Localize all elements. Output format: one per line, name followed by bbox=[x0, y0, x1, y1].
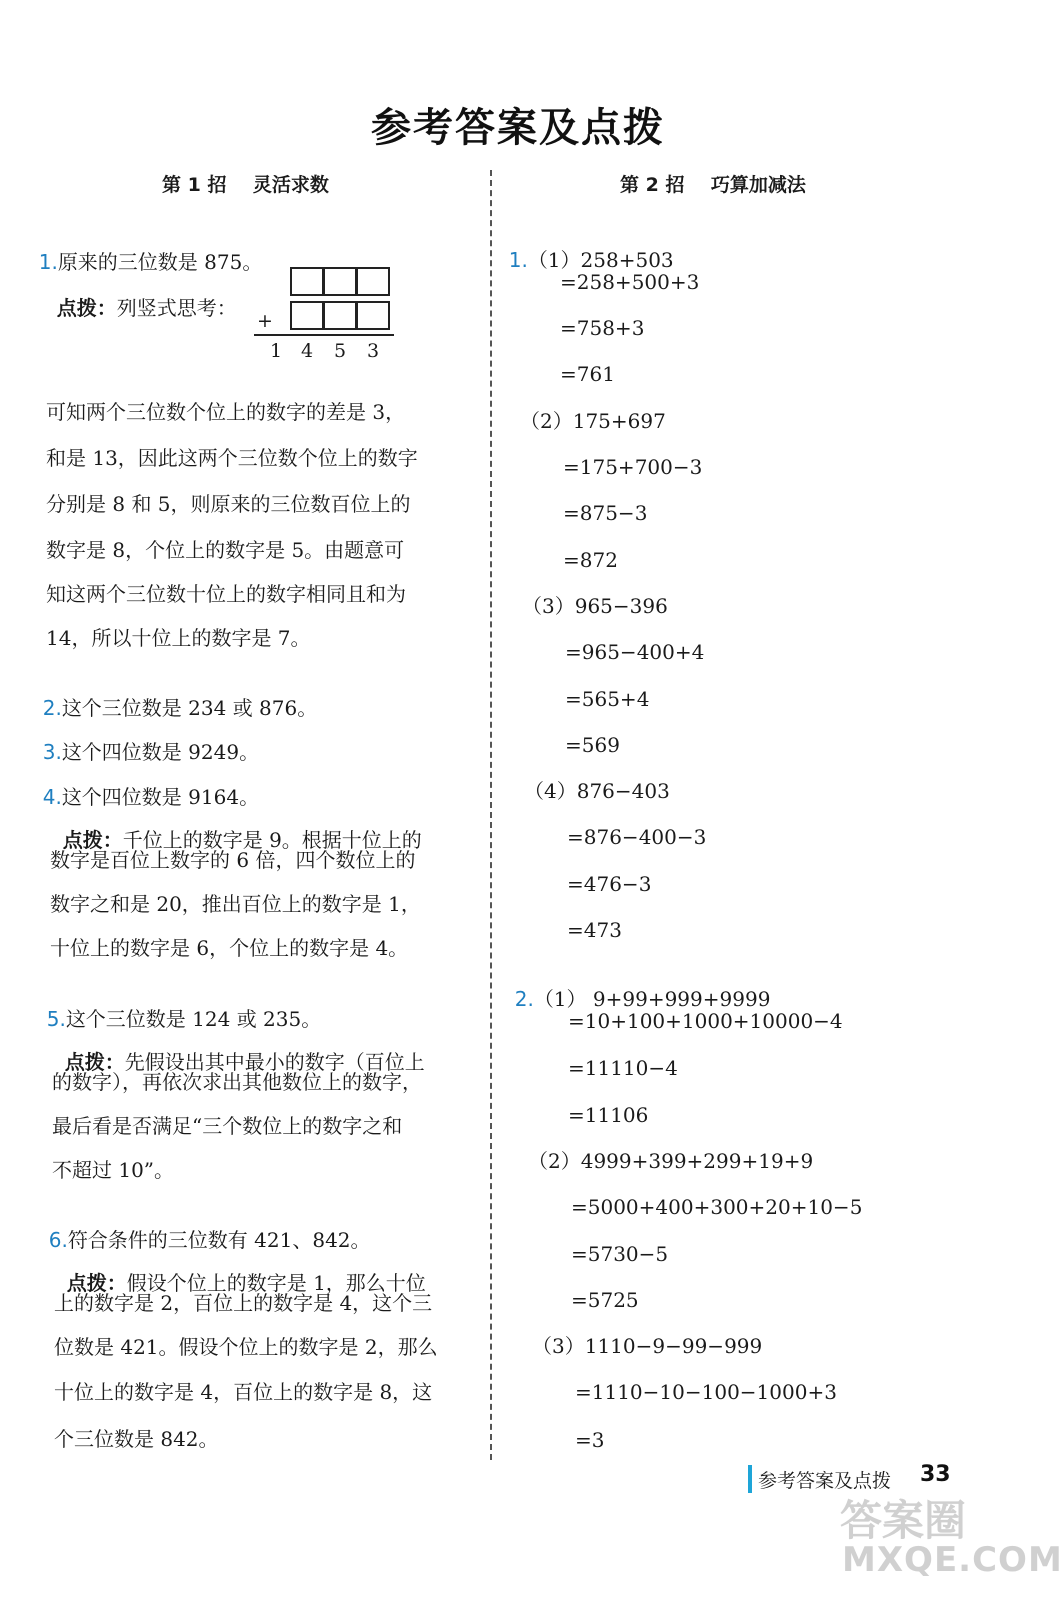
calc-2-1-label: （1） 9+99+999+9999 bbox=[533, 987, 771, 1011]
explanation-line: 和是 13，因此这两个三位数个位上的数字 bbox=[46, 446, 418, 470]
footer-label: 参考答案及点拨 bbox=[758, 1470, 892, 1492]
answer-1 bbox=[26, 226, 262, 274]
calc-1-2-label: （2）175+697 bbox=[520, 409, 666, 433]
calc-1-3-label: （3）965−396 bbox=[522, 594, 668, 618]
hint-6-line: 个三位数是 842。 bbox=[54, 1427, 219, 1451]
sum-digit: 3 bbox=[367, 340, 380, 362]
sum-line bbox=[254, 334, 394, 336]
answer-5-text: 这个三位数是 124 或 235。 bbox=[65, 1007, 322, 1031]
hint-6-line: 上的数字是 2，百位上的数字是 4，这个三 bbox=[54, 1291, 433, 1315]
left-section-heading: 第 1 招 灵活求数 bbox=[162, 174, 329, 196]
calc-step: =5730−5 bbox=[571, 1242, 669, 1266]
answer-3 bbox=[30, 716, 259, 764]
page-title: 参考答案及点拨 bbox=[371, 105, 665, 151]
plus-sign: + bbox=[257, 310, 273, 332]
answer-4-text: 这个四位数是 9164。 bbox=[61, 785, 260, 809]
calc-step: =565+4 bbox=[565, 687, 650, 711]
digit-box bbox=[290, 267, 324, 296]
watermark-url: MXQE.COM bbox=[842, 1540, 1063, 1580]
hint-5-line: 最后看是否满足“三个数位上的数字之和 bbox=[52, 1114, 403, 1138]
calc-2-3-label: （3）1110−9−99−999 bbox=[532, 1334, 763, 1358]
digit-box bbox=[323, 301, 357, 330]
calc-step: =1110−10−100−1000+3 bbox=[575, 1380, 837, 1404]
answer-4 bbox=[30, 761, 259, 809]
hint-6-line: 十位上的数字是 4，百位上的数字是 8，这 bbox=[54, 1380, 433, 1404]
answer-5-number: 5. bbox=[46, 1007, 66, 1031]
digit-box bbox=[290, 301, 324, 330]
calc-step: =476−3 bbox=[567, 872, 652, 896]
sum-digit: 4 bbox=[301, 340, 314, 362]
calc-step: =258+500+3 bbox=[560, 270, 700, 294]
calc-step: =5725 bbox=[571, 1288, 639, 1312]
calc-step: =875−3 bbox=[563, 501, 648, 525]
explanation-line: 可知两个三位数个位上的数字的差是 3， bbox=[46, 400, 406, 424]
answer-4-number: 4. bbox=[42, 785, 62, 809]
calc-step: =10+100+1000+10000−4 bbox=[568, 1009, 843, 1033]
calc-2-2-label: （2）4999+399+299+19+9 bbox=[528, 1149, 814, 1173]
hint-5-line: 不超过 10”。 bbox=[52, 1158, 175, 1182]
calc-step: =758+3 bbox=[560, 316, 645, 340]
hint-5 bbox=[52, 1026, 425, 1074]
hint-1-text: 列竖式思考： bbox=[116, 296, 237, 320]
calc-1-4-label: （4）876−403 bbox=[524, 779, 670, 803]
calc-step: =965−400+4 bbox=[565, 640, 705, 664]
explanation-line: 14，所以十位上的数字是 7。 bbox=[46, 626, 311, 650]
answer-2-number: 2. bbox=[42, 696, 62, 720]
hint-6 bbox=[54, 1247, 426, 1295]
hint-4-line: 数字是百位上数字的 6 倍，四个数位上的 bbox=[50, 848, 416, 872]
calc-1-number: 1. bbox=[508, 248, 528, 272]
column-divider bbox=[490, 170, 492, 1460]
calc-2-1 bbox=[502, 963, 770, 1011]
calc-step: =876−400−3 bbox=[567, 825, 707, 849]
sum-digit: 1 bbox=[270, 340, 283, 362]
hint-1-label: 点拨： bbox=[56, 296, 117, 320]
hint-4 bbox=[50, 804, 422, 852]
footer-accent-bar bbox=[748, 1465, 752, 1493]
calc-step: =473 bbox=[567, 918, 622, 942]
calc-2-number: 2. bbox=[514, 987, 534, 1011]
answer-3-number: 3. bbox=[42, 740, 62, 764]
answer-1-text: 原来的三位数是 875。 bbox=[57, 250, 263, 274]
hint-4-label: 点拨： bbox=[62, 828, 123, 852]
answer-2 bbox=[30, 672, 317, 720]
hint-6-label: 点拨： bbox=[66, 1271, 127, 1295]
page-number: 33 bbox=[920, 1462, 951, 1487]
hint-6-text: 假设个位上的数字是 1，那么十位 bbox=[126, 1271, 426, 1295]
answer-2-text: 这个三位数是 234 或 876。 bbox=[61, 696, 318, 720]
hint-5-label: 点拨： bbox=[64, 1050, 125, 1074]
digit-box bbox=[356, 267, 390, 296]
digit-box bbox=[356, 301, 390, 330]
answer-1-number: 1. bbox=[38, 250, 58, 274]
calc-step: =175+700−3 bbox=[563, 455, 703, 479]
answer-6 bbox=[36, 1204, 371, 1252]
sum-digit: 5 bbox=[334, 340, 347, 362]
hint-5-line: 的数字），再依次求出其他数位上的数字， bbox=[52, 1070, 422, 1094]
answer-6-text: 符合条件的三位数有 421、842。 bbox=[67, 1228, 371, 1252]
answer-5 bbox=[34, 983, 321, 1031]
calc-step: =11106 bbox=[568, 1103, 649, 1127]
explanation-line: 数字是 8，个位上的数字是 5。由题意可 bbox=[46, 538, 405, 562]
calc-step: =3 bbox=[575, 1428, 605, 1452]
explanation-line: 分别是 8 和 5，则原来的三位数百位上的 bbox=[46, 492, 411, 516]
calc-step: =5000+400+300+20+10−5 bbox=[571, 1195, 863, 1219]
watermark-logo: 答案圈 bbox=[840, 1496, 967, 1545]
hint-6-line: 位数是 421。假设个位上的数字是 2，那么 bbox=[54, 1335, 438, 1359]
hint-4-line: 数字之和是 20，推出百位上的数字是 1， bbox=[50, 892, 421, 916]
hint-1 bbox=[44, 272, 237, 320]
calc-1-1 bbox=[496, 224, 674, 272]
calc-step: =569 bbox=[565, 733, 620, 757]
answer-6-number: 6. bbox=[48, 1228, 68, 1252]
hint-4-line: 十位上的数字是 6，个位上的数字是 4。 bbox=[50, 936, 409, 960]
calc-step: =872 bbox=[563, 548, 618, 572]
calc-1-1-label: （1）258+503 bbox=[527, 248, 674, 272]
explanation-line: 知这两个三位数十位上的数字相同且和为 bbox=[46, 582, 406, 606]
hint-5-text: 先假设出其中最小的数字（百位上 bbox=[124, 1050, 425, 1074]
calc-step: =761 bbox=[560, 362, 615, 386]
right-section-heading: 第 2 招 巧算加减法 bbox=[620, 174, 806, 196]
calc-step: =11110−4 bbox=[568, 1056, 678, 1080]
hint-4-text: 千位上的数字是 9。根据十位上的 bbox=[122, 828, 422, 852]
digit-box bbox=[323, 267, 357, 296]
answer-3-text: 这个四位数是 9249。 bbox=[61, 740, 260, 764]
